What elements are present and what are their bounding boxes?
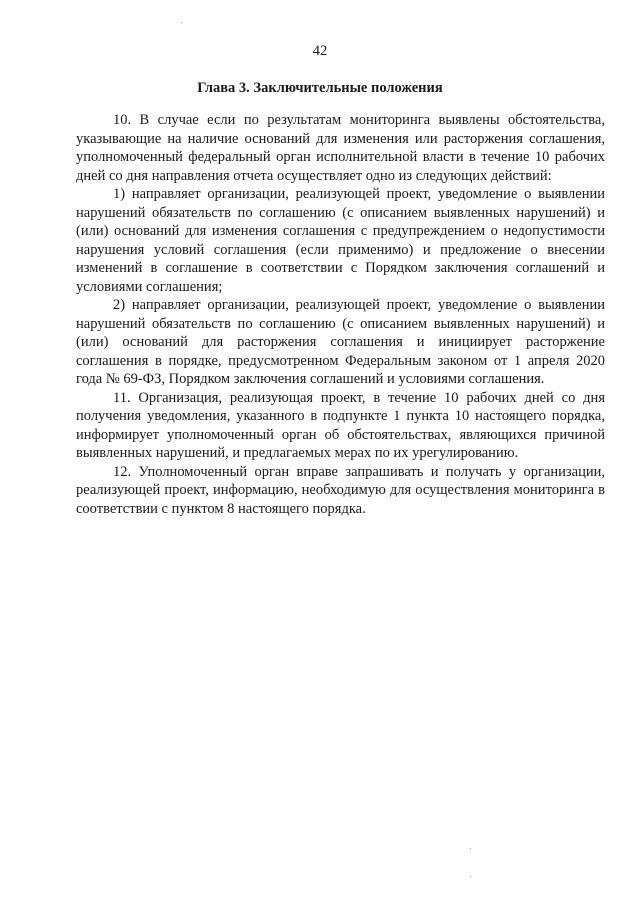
scan-speck (470, 876, 471, 877)
page-number: 42 (312, 43, 328, 59)
paragraph-12: 12. Уполномоченный орган вправе запрашивать и получать у организации, реализующей проект, информацию, необходимую для осуществления мониторинга в соответствии с пунктом 8 настоящего порядка. (76, 463, 605, 517)
paragraph-10-subitem-2: 2) направляет организации, реализующей проект, уведомление о выявлении нарушений обязательств по соглашению (с описанием выявленных нарушений) и (или) оснований для расторжения соглашения и инициирует расторжение соглашения в порядке, предусмотренном Федеральным законом от 1 апреля 2020 года № 69-ФЗ, Порядком заключения соглашений и условиями соглашения. (76, 297, 605, 387)
paragraph-10-subitem-1: 1) направляет организации, реализующей проект, уведомление о выявлении нарушений обязательств по соглашению (с описанием выявленных нарушений) и (или) оснований для изменения соглашения с предупреждением о недопустимости нарушения условий соглашения (если применимо) и предложение о внесении изменений в соглашение в соответствии с Порядком заключения соглашений и условиями соглашения; (76, 186, 605, 295)
scan-speck (181, 22, 182, 23)
chapter-title: Глава 3. Заключительные положения (197, 80, 443, 96)
document-body (76, 111, 605, 518)
scan-speck (470, 848, 471, 849)
paragraph-11: 11. Организация, реализующая проект, в течение 10 рабочих дней со дня получения уведомления, указанного в подпункте 1 пункта 10 настоящего порядка, информирует уполномоченный орган об обстоятельствах, являющихся причиной выявленных нарушений, и предлагаемых мерах по их урегулированию. (76, 389, 605, 461)
paragraph-10: 10. В случае если по результатам мониторинга выявлены обстоятельства, указывающие на наличие оснований для изменения или расторжения соглашения, уполномоченный федеральный орган исполнительной власти в течение 10 рабочих дней со дня направления отчета осуществляет одно из следующих действий: (76, 112, 605, 184)
